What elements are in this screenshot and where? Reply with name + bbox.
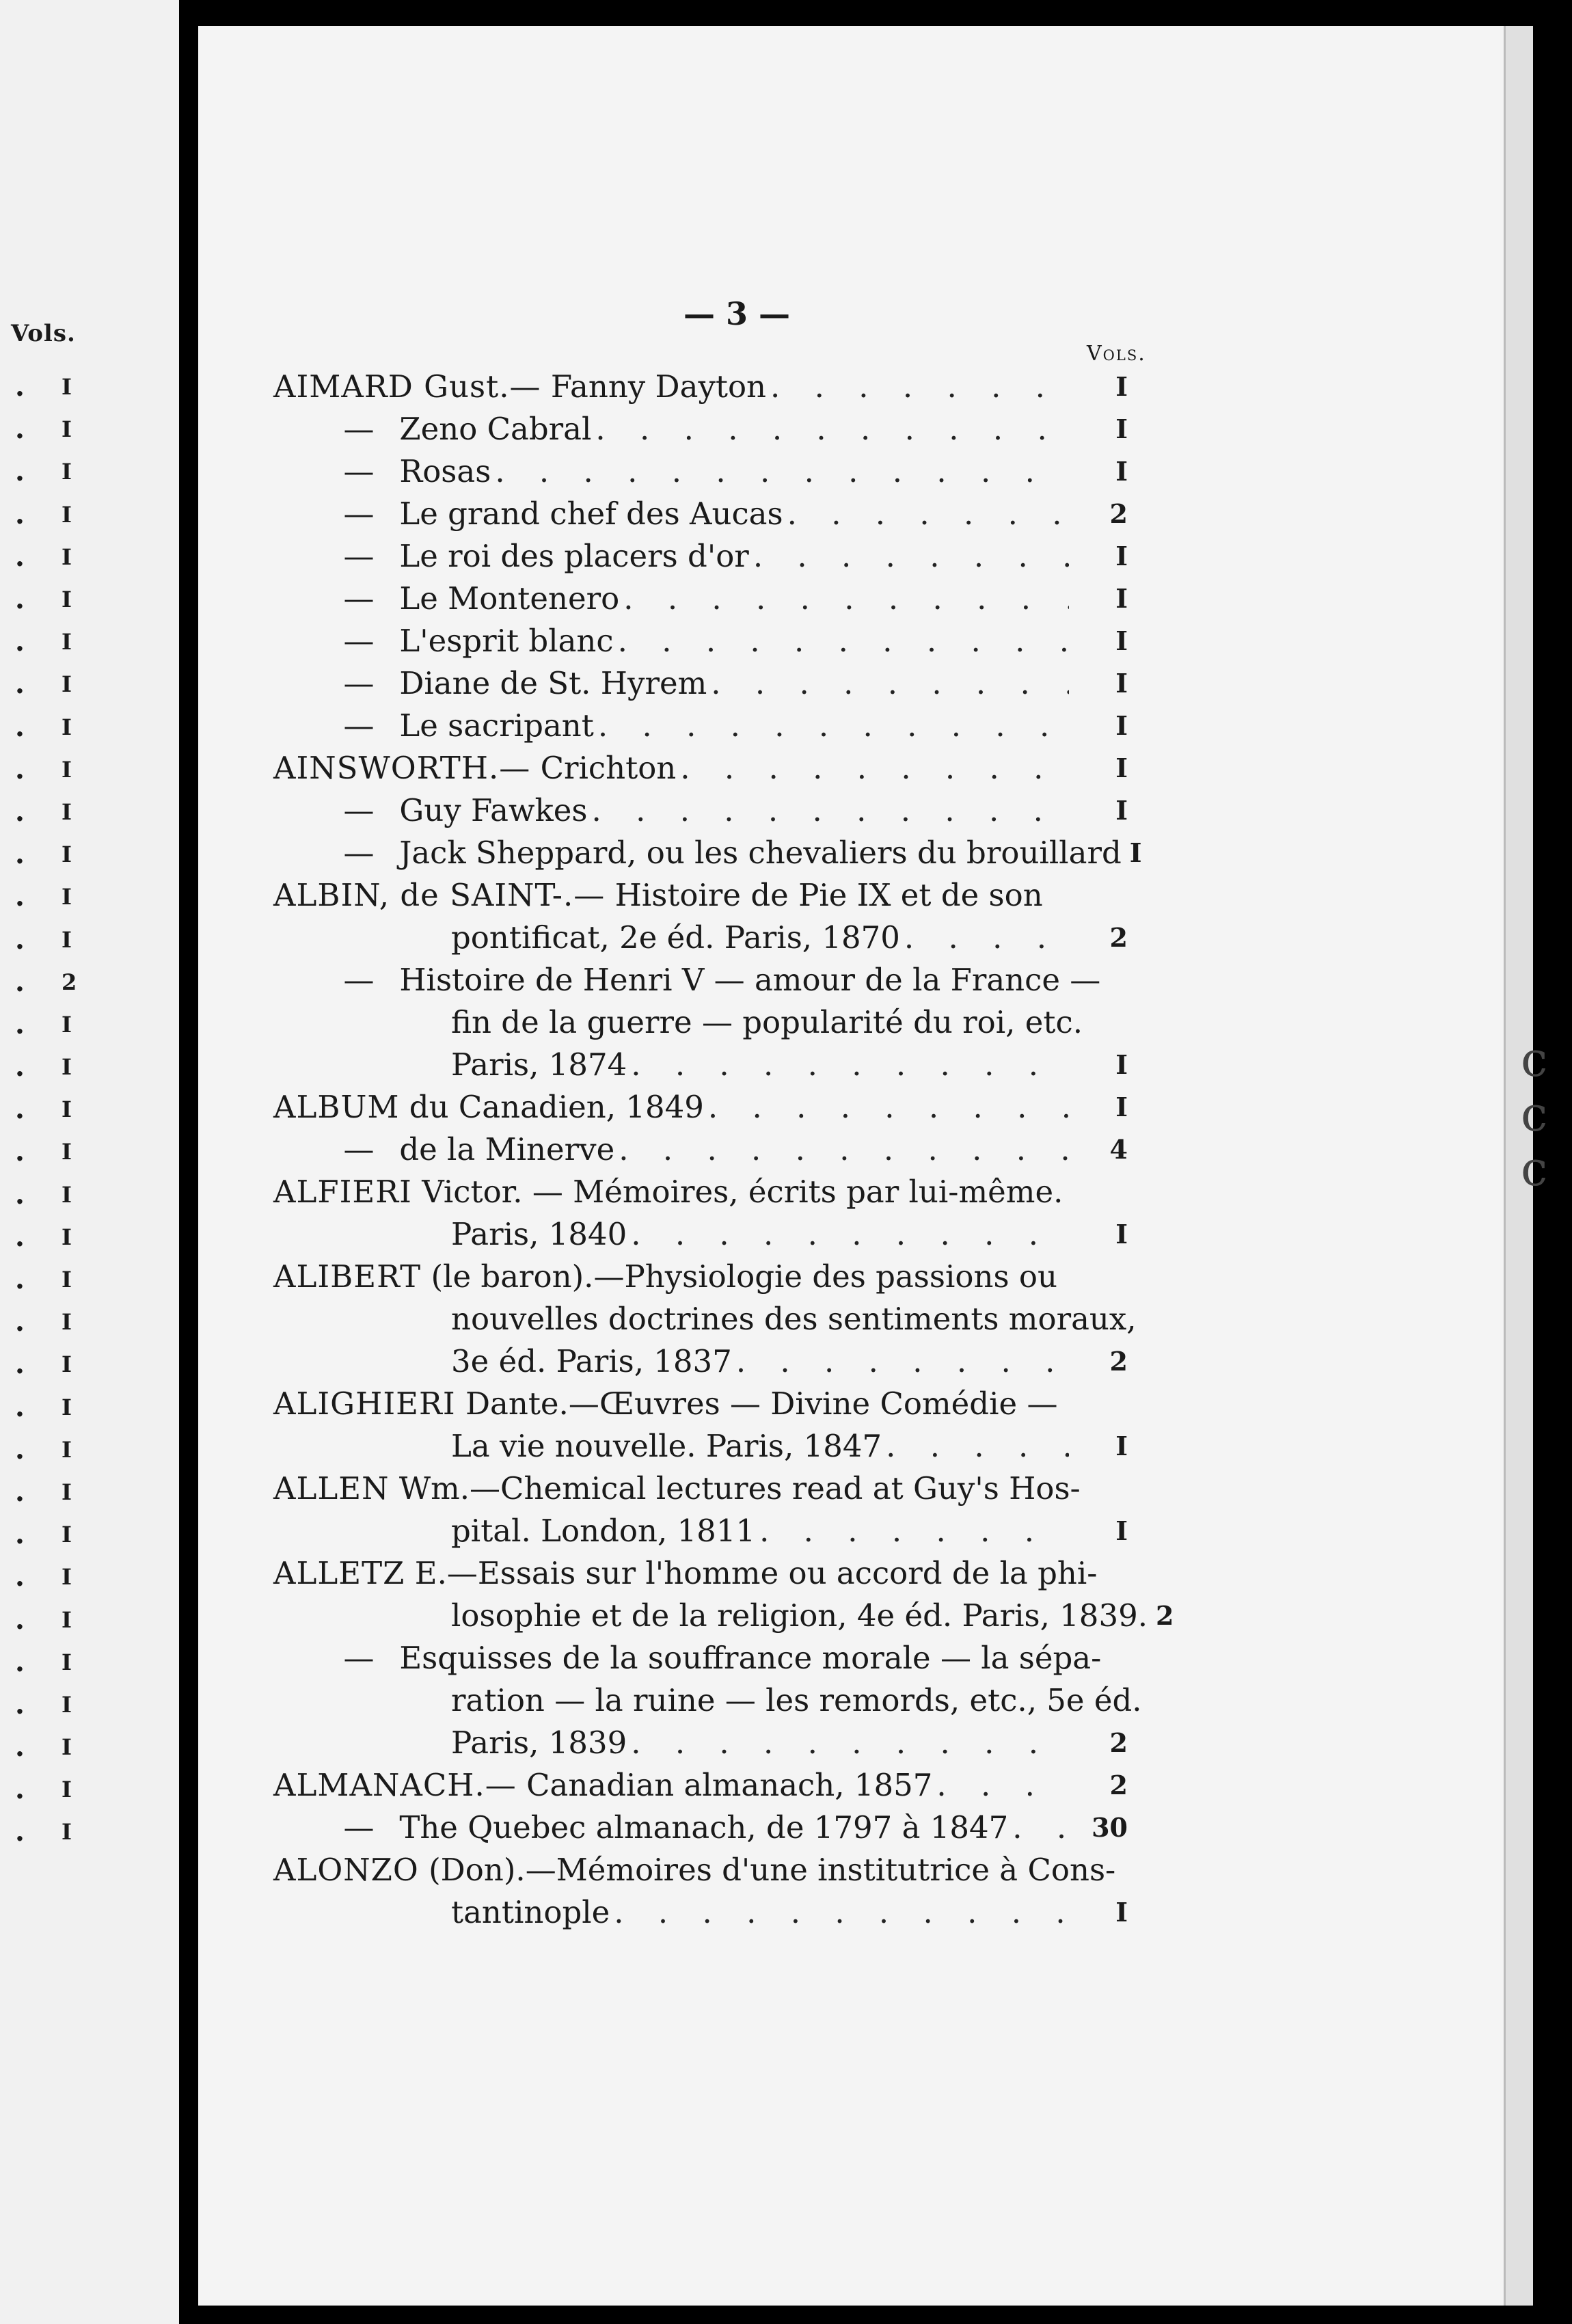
volume-count: 2: [1109, 922, 1128, 953]
left-vol-mark: . I: [15, 1560, 72, 1593]
entry-author: AINSWORTH.—: [273, 750, 531, 786]
left-vol-mark: . I: [15, 710, 72, 743]
entry-author: ALONZO: [273, 1852, 419, 1888]
volume-count: I: [1115, 541, 1128, 571]
left-vol-mark: . I: [15, 795, 72, 828]
catalog-sub-entry: [273, 620, 1128, 662]
entry-title: Dante.—Œuvres — Divine Comédie —: [465, 1386, 1058, 1422]
volume-count: I: [1115, 1431, 1128, 1461]
volume-count: 2: [1109, 1727, 1128, 1758]
dot-leaders: [770, 366, 1069, 408]
entry-author: ALIGHIERI: [273, 1386, 456, 1422]
entry-title: Jack Sheppard, ou les chevaliers du brouillard: [399, 835, 1122, 871]
ditto-dash: —: [343, 792, 375, 828]
dot-leaders: [753, 535, 1069, 578]
left-vols-heading: Vols.: [11, 320, 76, 347]
entry-title: Le roi des placers d'or: [399, 538, 749, 574]
volume-count: I: [1115, 753, 1128, 783]
dot-leaders: [591, 789, 1069, 832]
dot-leaders: [595, 408, 1069, 450]
volume-count: I: [1115, 625, 1128, 656]
catalog-sub-entry: [273, 662, 1128, 705]
dot-leaders: [618, 620, 1069, 662]
ditto-dash: —: [343, 623, 375, 659]
left-vol-mark: . I: [15, 1603, 72, 1636]
entry-continuation: Paris, 1840: [451, 1216, 627, 1252]
left-vol-mark: . 2: [15, 965, 77, 998]
vols-heading: Vols.: [1087, 342, 1146, 366]
catalog-sub-entry: [273, 832, 1142, 874]
left-vol-mark: . I: [15, 498, 72, 530]
left-vol-mark: . I: [15, 1093, 72, 1126]
catalog-entry: [273, 1552, 1174, 1637]
ditto-dash: —: [343, 411, 375, 447]
dot-leaders: [904, 917, 1069, 959]
catalog-entry: [273, 1849, 1128, 1934]
dot-leaders: [886, 1425, 1069, 1468]
dot-leaders: [736, 1340, 1069, 1383]
left-vol-mark: . I: [15, 1433, 72, 1465]
dot-leaders: [495, 450, 1069, 493]
page-number: — 3 —: [683, 295, 791, 332]
left-vol-mark: . I: [15, 1731, 72, 1764]
dot-leaders: [614, 1891, 1069, 1934]
entry-title: Le sacripant: [399, 707, 594, 744]
dot-leaders: [708, 1086, 1069, 1129]
volume-count: I: [1115, 1219, 1128, 1249]
entry-continuation: pontificat, 2e éd. Paris, 1870: [451, 919, 900, 956]
entry-continuation: La vie nouvelle. Paris, 1847: [451, 1428, 882, 1464]
ditto-dash: —: [343, 962, 375, 998]
ditto-dash: —: [343, 580, 375, 617]
catalog-entry: [273, 1256, 1137, 1383]
volume-count: I: [1115, 668, 1128, 699]
left-vol-mark: . I: [15, 1220, 72, 1253]
left-volume-marks: [15, 366, 90, 1854]
dot-leaders: [631, 1722, 1069, 1764]
entry-title: Victor. — Mémoires, écrits par lui-même.: [422, 1174, 1063, 1210]
ditto-dash: —: [343, 1640, 375, 1676]
entry-title: Le grand chef des Aucas: [399, 496, 783, 532]
left-vol-mark: . I: [15, 1135, 72, 1168]
left-vol-mark: . I: [15, 880, 72, 913]
ditto-dash: —: [343, 665, 375, 701]
left-vol-mark: . I: [15, 1773, 72, 1806]
left-vol-mark: . I: [15, 583, 72, 616]
entry-title: du Canadien, 1849: [409, 1089, 704, 1125]
dot-leaders: [711, 662, 1069, 705]
entry-title: Canadian almanach, 1857: [526, 1767, 933, 1803]
entry-title: E.—Essais sur l'homme ou accord de la phi-: [414, 1555, 1098, 1591]
entry-continuation: ration — la ruine — les remords, etc., 5e éd.: [451, 1682, 1142, 1718]
entry-author: ALLETZ: [273, 1555, 405, 1591]
ditto-dash: —: [343, 538, 375, 574]
entry-author: ALIBERT: [273, 1258, 422, 1295]
entry-author: ALBIN, de SAINT-.—: [273, 877, 606, 913]
entry-continuation: losophie et de la religion, 4e éd. Paris, 1839.: [451, 1597, 1148, 1634]
volume-count: 2: [1156, 1600, 1174, 1631]
entry-title: Esquisses de la souffrance morale — la sépa-: [399, 1640, 1102, 1676]
previous-page-strip: [0, 0, 179, 2324]
ditto-dash: —: [343, 496, 375, 532]
catalog-sub-entry: [273, 1129, 1128, 1171]
left-vol-mark: . I: [15, 1008, 72, 1040]
left-vol-mark: . I: [15, 1645, 72, 1678]
volume-count: I: [1115, 1515, 1128, 1546]
volume-count: I: [1115, 456, 1128, 487]
volume-count: 4: [1109, 1134, 1128, 1165]
ditto-dash: —: [343, 453, 375, 489]
catalog-entry: [273, 874, 1128, 959]
catalog-sub-entry: [273, 1637, 1142, 1764]
left-vol-mark: . I: [15, 1051, 72, 1083]
entry-continuation: pital. London, 1811: [451, 1513, 756, 1549]
left-vol-mark: . I: [15, 1263, 72, 1296]
entry-title: Wm.—Chemical lectures read at Guy's Hos-: [398, 1470, 1081, 1506]
catalog-entry: [273, 747, 1128, 789]
volume-count: I: [1115, 1049, 1128, 1080]
left-vol-mark: . I: [15, 540, 72, 573]
catalog-entries: [273, 366, 1174, 1934]
left-vol-mark: . I: [15, 923, 72, 956]
left-vol-mark: . I: [15, 1688, 72, 1720]
entry-title: (le baron).—Physiologie des passions ou: [431, 1258, 1057, 1295]
entry-continuation: nouvelles doctrines des sentiments moraux,: [451, 1301, 1137, 1337]
entry-continuation: Paris, 1839: [451, 1725, 627, 1761]
catalog-sub-entry: [273, 578, 1128, 620]
catalog-sub-entry: [273, 789, 1128, 832]
entry-title: Crichton: [540, 750, 677, 786]
entry-title: Zeno Cabral: [399, 411, 592, 447]
left-vol-mark: . I: [15, 838, 72, 871]
catalog-sub-entry: [273, 1807, 1128, 1849]
entry-continuation: 3e éd. Paris, 1837: [451, 1343, 732, 1379]
catalog-sub-entry: [273, 959, 1128, 1086]
left-vol-mark: . I: [15, 1178, 72, 1211]
left-vol-mark: . I: [15, 753, 72, 785]
left-vol-mark: . I: [15, 1475, 72, 1508]
dot-leaders: [1012, 1807, 1069, 1849]
entry-title: Diane de St. Hyrem: [399, 665, 707, 701]
entry-author: ALLEN: [273, 1470, 390, 1506]
left-vol-mark: . I: [15, 1815, 72, 1848]
left-vol-mark: . I: [15, 413, 72, 446]
entry-author: ALMANACH.—: [273, 1767, 517, 1803]
catalog-entry: [273, 1086, 1128, 1129]
catalog-sub-entry: [273, 493, 1128, 535]
left-vol-mark: . I: [15, 1518, 72, 1551]
dot-leaders: [631, 1213, 1069, 1256]
left-vol-mark: . I: [15, 455, 72, 488]
dot-leaders: [619, 1129, 1069, 1171]
dot-leaders: [936, 1764, 1069, 1807]
book-gutter: [179, 0, 198, 2324]
entry-title: Guy Fawkes: [399, 792, 588, 828]
ditto-dash: —: [343, 707, 375, 744]
ditto-dash: —: [343, 1131, 375, 1167]
entry-title: Histoire de Pie IX et de son: [614, 877, 1043, 913]
volume-count: 2: [1109, 498, 1128, 529]
entry-title: L'esprit blanc: [399, 623, 614, 659]
volume-count: I: [1115, 414, 1128, 444]
catalog-sub-entry: [273, 535, 1128, 578]
volume-count: I: [1115, 1897, 1128, 1928]
catalog-entry: [273, 1468, 1128, 1552]
entry-title: Rosas: [399, 453, 491, 489]
entry-continuation: tantinople: [451, 1894, 610, 1930]
left-vol-mark: . I: [15, 668, 72, 701]
volume-count: I: [1115, 1092, 1128, 1122]
catalog-sub-entry: [273, 408, 1128, 450]
left-vol-mark: . I: [15, 1390, 72, 1423]
entry-title: Le Montenero: [399, 580, 620, 617]
entry-continuation: Paris, 1874: [451, 1046, 627, 1083]
volume-count: I: [1129, 837, 1142, 868]
catalog-entry: [273, 1383, 1128, 1468]
dot-leaders: [787, 493, 1069, 535]
adjacent-page-marks: c c c: [1521, 1031, 1548, 1197]
left-vol-mark: . I: [15, 625, 72, 658]
volume-count: 30: [1092, 1812, 1128, 1843]
entry-author: ALFIERI: [273, 1174, 412, 1210]
catalog-entry: [273, 1764, 1128, 1807]
entry-author: AIMARD Gust.—: [273, 368, 541, 405]
left-vol-mark: . I: [15, 370, 72, 403]
dot-leaders: [598, 705, 1069, 747]
catalog-entry: [273, 366, 1128, 408]
catalog-entry: [273, 1171, 1128, 1256]
left-vol-mark: . I: [15, 1306, 72, 1338]
entry-title: de la Minerve: [399, 1131, 615, 1167]
entry-title: Fanny Dayton: [550, 368, 767, 405]
entry-title: Histoire de Henri V — amour de la France —: [399, 962, 1101, 998]
entry-continuation: fin de la guerre — popularité du roi, etc.: [451, 1004, 1083, 1040]
entry-author: ALBUM: [273, 1089, 400, 1125]
dot-leaders: [623, 578, 1069, 620]
volume-count: I: [1115, 795, 1128, 826]
entry-title: (Don).—Mémoires d'une institutrice à Cons-: [429, 1852, 1116, 1888]
dot-leaders: [759, 1510, 1069, 1552]
volume-count: I: [1115, 583, 1128, 614]
dot-leaders: [631, 1044, 1069, 1086]
ditto-dash: —: [343, 835, 375, 871]
left-vol-mark: . I: [15, 1348, 72, 1381]
catalog-sub-entry: [273, 450, 1128, 493]
entry-title: The Quebec almanach, de 1797 à 1847: [399, 1809, 1009, 1846]
volume-count: 2: [1109, 1770, 1128, 1800]
dot-leaders: [680, 747, 1069, 789]
volume-count: I: [1115, 371, 1128, 402]
volume-count: I: [1115, 710, 1128, 741]
ditto-dash: —: [343, 1809, 375, 1846]
volume-count: 2: [1109, 1346, 1128, 1377]
catalog-sub-entry: [273, 705, 1128, 747]
